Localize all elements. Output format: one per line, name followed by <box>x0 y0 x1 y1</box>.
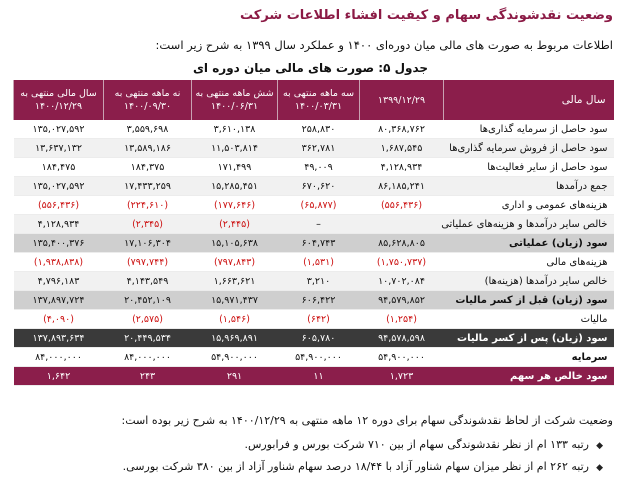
table-cell: ۲۰,۴۴۹,۵۳۴ <box>104 329 192 348</box>
table-cell: ۴,۱۴۳,۵۴۹ <box>104 272 192 291</box>
table-row <box>14 348 614 367</box>
table-caption: جدول ۵: صورت های مالی میان دوره ای <box>192 61 429 75</box>
table-cell: ۵۴,۹۰۰,۰۰۰ <box>278 348 360 367</box>
header-fiscal-year: سال مالی <box>444 80 614 120</box>
table-cell <box>360 215 444 234</box>
diamond-bullet-icon: ◆ <box>596 441 603 451</box>
table-cell: ۱۵,۲۸۵,۴۵۱ <box>192 177 278 196</box>
table-cell: ۶۷۰,۶۲۰ <box>278 177 360 196</box>
table-body <box>14 120 614 386</box>
table-cell: ۱۳۵,۰۲۷,۵۹۲ <box>14 120 104 139</box>
row-label: خالص سایر درآمدها (هزینه‌ها) <box>444 272 614 291</box>
table-cell: ۵۴,۹۰۰,۰۰۰ <box>192 348 278 367</box>
row-label: جمع درآمدها <box>444 177 614 196</box>
financial-statements-table <box>13 80 614 386</box>
table-cell: (۷۹۷,۸۴۳) <box>192 253 278 272</box>
table-cell: (۱۷۷,۶۴۶) <box>192 196 278 215</box>
list-item <box>13 456 603 478</box>
table-row <box>14 215 614 234</box>
table-cell: (۲,۵۷۵) <box>104 310 192 329</box>
table-cell: ۱۳۵,۴۰۰,۳۷۶ <box>14 234 104 253</box>
table-cell: ۶۰۵,۷۸۰ <box>278 329 360 348</box>
table-cell: ۱۳۷,۸۹۷,۷۲۴ <box>14 291 104 310</box>
table-cell: ۱۸۴,۳۷۵ <box>104 158 192 177</box>
table-cell: ۸۴,۰۰۰,۰۰۰ <box>104 348 192 367</box>
table-cell: ۴,۷۹۶,۱۸۳ <box>14 272 104 291</box>
table-cell: ۲۴۳ <box>104 367 192 386</box>
table-cell: (۱,۵۳۱) <box>278 253 360 272</box>
table-cell: ۱۷۱,۴۹۹ <box>192 158 278 177</box>
bullet-text: رتبه ۱۳۳ ام از نظر نقدشوندگی سهام از بین ۷۱۰ شرکت بورس و فرابورس. <box>244 438 589 451</box>
table-cell: ۲۰,۴۵۲,۱۰۹ <box>104 291 192 310</box>
table-row <box>14 234 614 253</box>
table-cell: (۵۵۶,۴۳۶) <box>360 196 444 215</box>
table-cell: ۸۴,۰۰۰,۰۰۰ <box>14 348 104 367</box>
row-label: سود (زیان) پس از کسر مالیات <box>444 329 614 348</box>
table-cell: (۱,۷۵۰,۷۳۷) <box>360 253 444 272</box>
table-cell: ۱۵,۱۰۵,۶۳۸ <box>192 234 278 253</box>
table-row <box>14 120 614 139</box>
table-row <box>14 177 614 196</box>
table-cell: ۱۳,۶۳۷,۱۳۲ <box>14 139 104 158</box>
table-cell: (۱,۹۳۸,۸۳۸) <box>14 253 104 272</box>
table-cell: (۴,۰۹۰) <box>14 310 104 329</box>
table-cell: – <box>278 215 360 234</box>
table-cell: ۱۳۵,۰۲۷,۵۹۲ <box>14 177 104 196</box>
table-row <box>14 272 614 291</box>
row-label: سود (زیان) قبل از کسر مالیات <box>444 291 614 310</box>
table-cell: ۹۴,۵۷۸,۵۹۸ <box>360 329 444 348</box>
table-cell: ۹۴,۵۷۹,۸۵۲ <box>360 291 444 310</box>
intro-text: اطلاعات مربوط به صورت های مالی میان دوره‌ای ۱۴۰۰ و عملکرد سال ۱۳۹۹ به شرح زیر است: <box>155 38 613 52</box>
table-cell: ۵۴,۹۰۰,۰۰۰ <box>360 348 444 367</box>
page-title: وضعیت نقدشوندگی سهام و کیفیت افشاء اطلاعات شرکت <box>240 8 613 23</box>
header-col-3month: سه ماهه منتهی به ۱۴۰۰/۰۳/۳۱ <box>278 80 360 120</box>
diamond-bullet-icon: ◆ <box>596 463 603 473</box>
table-cell: ۱۷,۱۰۶,۳۰۴ <box>104 234 192 253</box>
row-label: هزینه‌های مالی <box>444 253 614 272</box>
row-label: سود حاصل از فروش سرمایه گذاری‌ها <box>444 139 614 158</box>
table-cell: ۸۶,۱۸۵,۲۴۱ <box>360 177 444 196</box>
row-label: سود حاصل از سایر فعالیت‌ها <box>444 158 614 177</box>
table-cell: ۱۱,۵۰۳,۸۱۴ <box>192 139 278 158</box>
table-cell: ۸۰,۳۶۸,۷۶۲ <box>360 120 444 139</box>
table-row <box>14 367 614 386</box>
table-cell: ۸۵,۶۲۸,۸۰۵ <box>360 234 444 253</box>
table-row <box>14 139 614 158</box>
table-cell: ۳۶۲,۷۸۱ <box>278 139 360 158</box>
table-cell: (۶۴۲) <box>278 310 360 329</box>
table-cell: (۲۲۴,۶۱۰) <box>104 196 192 215</box>
table-row <box>14 291 614 310</box>
table-row <box>14 329 614 348</box>
header-col-6month: شش ماهه منتهی به ۱۴۰۰/۰۶/۳۱ <box>192 80 278 120</box>
table-cell: (۱,۲۵۴) <box>360 310 444 329</box>
bullet-text: رتبه ۲۶۲ ام از نظر میزان سهام شناور آزاد با ۱۸/۴۴ درصد سهام شناور آزاد از بین ۳۸۰ شرکت بورسی. <box>122 460 589 473</box>
table-row <box>14 158 614 177</box>
table-cell: ۱,۶۶۳,۶۲۱ <box>192 272 278 291</box>
table-cell: (۵۵۶,۴۳۶) <box>14 196 104 215</box>
table-cell: ۳,۲۱۰ <box>278 272 360 291</box>
table-cell: ۱,۶۸۷,۵۴۵ <box>360 139 444 158</box>
row-label: خالص سایر درآمدها و هزینه‌های عملیاتی <box>444 215 614 234</box>
row-label: سرمایه <box>444 348 614 367</box>
table-cell: ۱۵,۹۷۱,۴۳۷ <box>192 291 278 310</box>
row-label: سود حاصل از سرمایه گذاری‌ها <box>444 120 614 139</box>
table-cell: (۶۵,۸۷۷) <box>278 196 360 215</box>
table-cell: ۲۵۸,۸۳۰ <box>278 120 360 139</box>
table-cell: ۴۹,۰۰۹ <box>278 158 360 177</box>
table-cell: (۲,۳۴۵) <box>104 215 192 234</box>
table-cell: ۱,۶۴۲ <box>14 367 104 386</box>
header-col-9month: نه ماهه منتهی به ۱۴۰۰/۰۹/۳۰ <box>104 80 192 120</box>
table-cell: ۶۰۶,۴۲۲ <box>278 291 360 310</box>
header-col-1399: ۱۳۹۹/۱۲/۲۹ <box>360 80 444 120</box>
table-cell: ۱۰,۷۰۲,۰۸۴ <box>360 272 444 291</box>
table-cell: ۱۳,۵۸۹,۱۸۶ <box>104 139 192 158</box>
table-cell: ۱۸۴,۴۷۵ <box>14 158 104 177</box>
table-cell: ۴,۱۲۸,۹۳۴ <box>360 158 444 177</box>
table-cell: ۳,۶۱۰,۱۳۸ <box>192 120 278 139</box>
liquidity-note: وضعیت شرکت از لحاظ نقدشوندگی سهام برای دوره ۱۲ ماهه منتهی به ۱۴۰۰/۱۲/۲۹ به شرح زیر بوده است: <box>121 414 613 427</box>
table-row <box>14 310 614 329</box>
liquidity-bullets <box>13 434 603 478</box>
row-label: هزینه‌های عمومی و اداری <box>444 196 614 215</box>
table-cell: ۲۹۱ <box>192 367 278 386</box>
table-cell: (۱,۵۴۶) <box>192 310 278 329</box>
row-label: مالیات <box>444 310 614 329</box>
table-cell: ۱۷,۴۳۳,۲۵۹ <box>104 177 192 196</box>
table-cell: ۱۳۷,۸۹۳,۶۳۴ <box>14 329 104 348</box>
table-cell: ۴,۱۲۸,۹۳۴ <box>14 215 104 234</box>
table-row <box>14 196 614 215</box>
row-label: سود (زیان) عملیاتی <box>444 234 614 253</box>
table-cell: ۶۰۴,۷۴۳ <box>278 234 360 253</box>
table-cell: (۷۹۷,۷۴۴) <box>104 253 192 272</box>
table-cell: ۱۱ <box>278 367 360 386</box>
table-cell: ۳,۵۵۹,۶۹۸ <box>104 120 192 139</box>
list-item <box>13 434 603 456</box>
table-header-row <box>14 80 614 120</box>
table-cell: ۱,۷۲۳ <box>360 367 444 386</box>
row-label: سود خالص هر سهم <box>444 367 614 386</box>
table-cell: ۱۵,۹۶۹,۸۹۱ <box>192 329 278 348</box>
header-col-12month: سال مالی منتهی به ۱۴۰۰/۱۲/۲۹ <box>14 80 104 120</box>
table-row <box>14 253 614 272</box>
table-cell: (۲,۴۴۵) <box>192 215 278 234</box>
